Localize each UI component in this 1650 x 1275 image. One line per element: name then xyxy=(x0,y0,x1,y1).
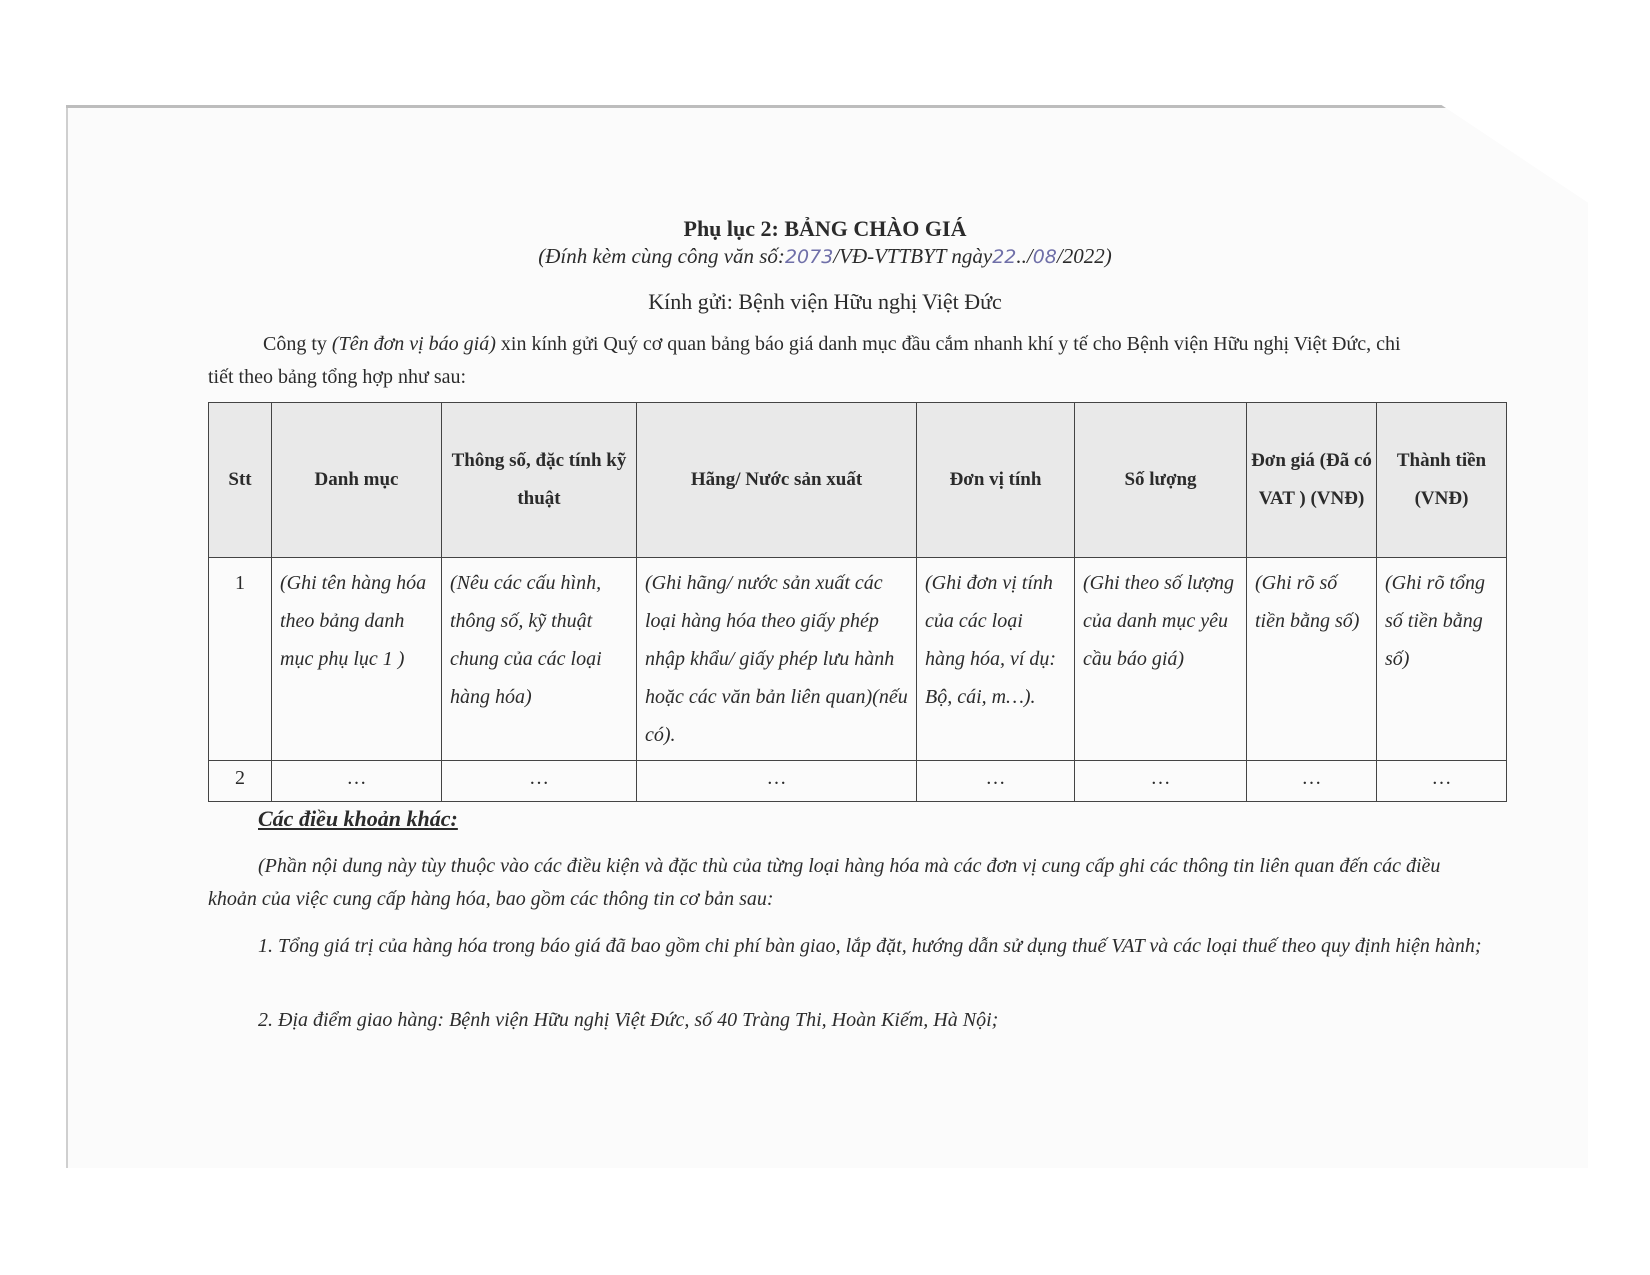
table-cell: (Ghi theo số lượng của danh mục yêu cầu báo giá) xyxy=(1075,558,1247,761)
document-title: Phụ lục 2: BẢNG CHÀO GIÁ xyxy=(683,216,967,241)
intro-paragraph xyxy=(208,328,1428,394)
table-row xyxy=(209,558,1507,761)
clauses-heading: Các điều khoản khác: xyxy=(258,806,458,831)
table-cell: 1 xyxy=(209,558,272,761)
table-cell: … xyxy=(637,761,917,802)
table-cell: … xyxy=(1075,761,1247,802)
header-so-luong: Số lượng xyxy=(1075,403,1247,558)
table-row xyxy=(209,761,1507,802)
greeting: Kính gửi: Bệnh viện Hữu nghị Việt Đức xyxy=(648,289,1002,314)
intro-post: xin kính gửi Quý cơ quan bảng báo giá danh mục đầu cắm nhanh khí y tế cho Bệnh viện Hữu nghị Việt Đức, chi tiết theo bảng tổng hợp như sau: xyxy=(208,333,1401,388)
header-stt: Stt xyxy=(209,403,272,558)
handwritten-doc-number: 2073 xyxy=(784,246,834,268)
folded-corner xyxy=(1440,104,1590,204)
table-header-row xyxy=(209,403,1507,558)
clauses-note: (Phần nội dung này tùy thuộc vào các điều kiện và đặc thù của từng loại hàng hóa mà các đơn vị cung cấp ghi các thông tin liên quan đến các điều khoản của việc cung cấp hàng hóa, bao gồm các thông tin cơ bản sau: xyxy=(208,855,1441,910)
table-cell: … xyxy=(1377,761,1507,802)
table-cell: … xyxy=(442,761,637,802)
table-cell: (Ghi rõ số tiền bằng số) xyxy=(1247,558,1377,761)
intro-pre: Công ty xyxy=(263,333,332,355)
header-thanh-tien: Thành tiền (VNĐ) xyxy=(1377,403,1507,558)
table-cell: 2 xyxy=(209,761,272,802)
header-thong-so: Thông số, đặc tính kỹ thuật xyxy=(442,403,637,558)
document-subtitle xyxy=(0,244,1650,269)
quote-table xyxy=(208,402,1507,802)
intro-italic: (Tên đơn vị báo giá) xyxy=(331,333,496,355)
subtitle-pre: (Đính kèm cùng công văn số: xyxy=(538,244,785,268)
subtitle-mid: /VĐ-VTTBYT ngày xyxy=(833,244,993,268)
clause-item-2: 2. Địa điểm giao hàng: Bệnh viện Hữu nghị Việt Đức, số 40 Tràng Thi, Hoàn Kiếm, Hà Nội; xyxy=(258,1009,999,1031)
handwritten-day: 22 xyxy=(992,246,1017,268)
table-cell: (Ghi đơn vị tính của các loại hàng hóa, ví dụ: Bộ, cái, m…). xyxy=(917,558,1075,761)
subtitle-post: /2022) xyxy=(1056,244,1112,268)
table-cell: … xyxy=(1247,761,1377,802)
subtitle-sep: ../ xyxy=(1016,244,1033,268)
clause-item-1: 1. Tổng giá trị của hàng hóa trong báo giá đã bao gồm chi phí bàn giao, lắp đặt, hướng dẫn sử dụng thuế VAT và các loại thuế theo quy định hiện hành; xyxy=(258,935,1482,957)
handwritten-month: 08 xyxy=(1032,246,1057,268)
table-cell: (Ghi hãng/ nước sản xuất các loại hàng hóa theo giấy phép nhập khẩu/ giấy phép lưu hành hoặc các văn bản liên quan)(nếu có). xyxy=(637,558,917,761)
header-don-vi-tinh: Đơn vị tính xyxy=(917,403,1075,558)
header-hang-nuoc: Hãng/ Nước sản xuất xyxy=(637,403,917,558)
table-cell: (Nêu các cấu hình, thông số, kỹ thuật chung của các loại hàng hóa) xyxy=(442,558,637,761)
header-don-gia: Đơn giá (Đã có VAT ) (VNĐ) xyxy=(1247,403,1377,558)
table-cell: … xyxy=(272,761,442,802)
header-danh-muc: Danh mục xyxy=(272,403,442,558)
table-cell: (Ghi rõ tổng số tiền bằng số) xyxy=(1377,558,1507,761)
table-cell: (Ghi tên hàng hóa theo bảng danh mục phụ lục 1 ) xyxy=(272,558,442,761)
table-cell: … xyxy=(917,761,1075,802)
